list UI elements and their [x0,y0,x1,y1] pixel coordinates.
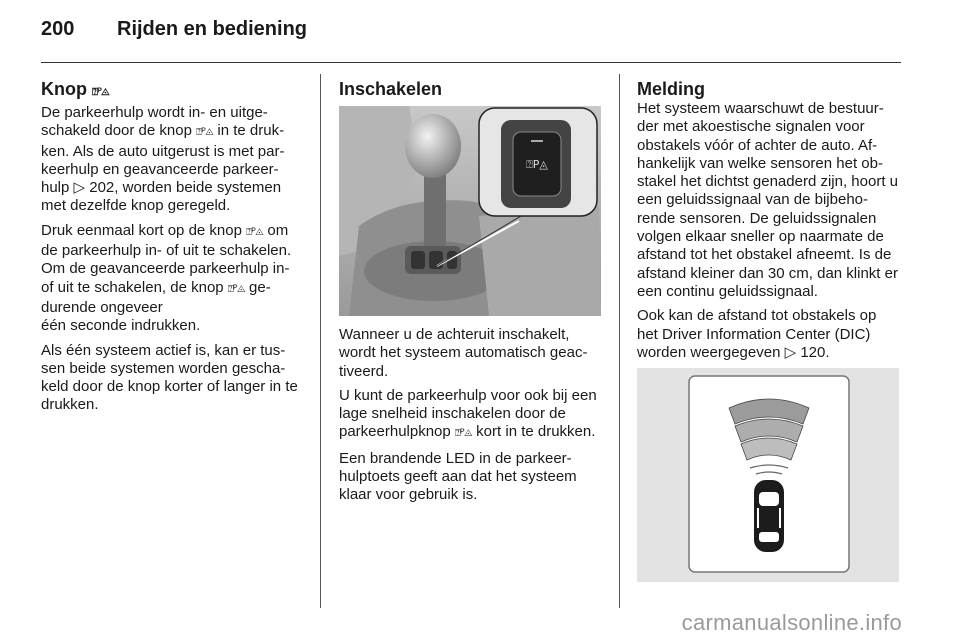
section-heading-knop: Knop ⍰ᴾ◬ [41,79,110,99]
reference-arrow-icon: ▷ [784,343,797,361]
column-separator [619,74,620,608]
dic-parking-display-illustration [637,368,899,582]
svg-text:⍰P◬: ⍰P◬ [526,158,548,171]
paragraph: Als één systeem actief is, kan er tus-sen beide systemen worden gescha-keld door de knop korter of langer in te drukken. [41,341,298,414]
paragraph: De parkeerhulp wordt in- en uitge-schakeld door de knop ⍰ᴾ◬ in te druk-ken. Als de auto uitgerust is met par-keerhulp en geavanceerde parkeer-hulp ▷ 202, worden beide systemen met dezelfde knop geregeld. [41,104,285,215]
column-inschakelen [339,78,603,511]
paragraph: Een brandende LED in de parkeer-hulptoets geeft aan dat het systeem klaar voor gebruik is. [339,449,577,504]
header-rule [41,62,901,63]
paragraph: U kunt de parkeerhulp voor ook bij een lage snelheid inschakelen door de parkeerhulpknop ⍰ᴾ◬ kort in te drukken. [339,386,597,441]
paragraph: Druk eenmaal kort op de knop ⍰ᴾ◬ om de parkeerhulp in- of uit te schakelen. Om de geavanceerde parkeerhulp in- of uit te schakelen, de knop ⍰ᴾ◬ ge-durende ongeveer één seconde indrukken. [41,221,292,335]
page-header [41,18,307,41]
reference-arrow-icon: ▷ [73,179,86,197]
gear-shift-console-illustration [339,106,601,316]
page-reference-link[interactable]: 120 [800,343,826,361]
column-knop [41,78,305,421]
park-assist-icon: ⍰ᴾ◬ [196,127,214,139]
park-assist-icon: ⍰ᴾ◬ [227,283,245,295]
paragraph: Ook kan de afstand tot obstakels op het Driver Information Center (DIC) worden weergegeven ▷ 120. [637,307,877,361]
section-heading-inschakelen: Inschakelen [339,79,443,99]
column-separator [320,74,321,608]
park-assist-icon: ⍰ᴾ◬ [92,87,110,98]
column-melding [637,78,901,592]
paragraph: Het systeem waarschuwt de bestuur-der met akoestische signalen voor obstakels vóór of achter de auto. Af-hankelijk van welke sensoren het ob-stakel het dichtst genaderd zijn, hoort u een geluidssignaal van de bijbeho-rende sensoren. De geluidssignalen volgen elkaar sneller op naarmate de afstand tot het obstakel afneemt. Is de afstand kleiner dan 30 cm, dan klinkt er een continu geluidssignaal. [637,100,898,300]
chapter-title: Rijden en bediening [117,18,308,40]
page-number: 200 [41,18,75,40]
watermark: carmanualsonline.info [681,610,902,635]
section-heading-melding: Melding [637,79,705,99]
park-assist-icon: ⍰ᴾ◬ [246,226,264,238]
page-reference-link[interactable]: 202 [89,179,115,197]
park-assist-icon: ⍰ᴾ◬ [454,428,473,440]
paragraph: Wanneer u de achteruit inschakelt, wordt het systeem automatisch geac-tiveerd. [339,326,588,380]
